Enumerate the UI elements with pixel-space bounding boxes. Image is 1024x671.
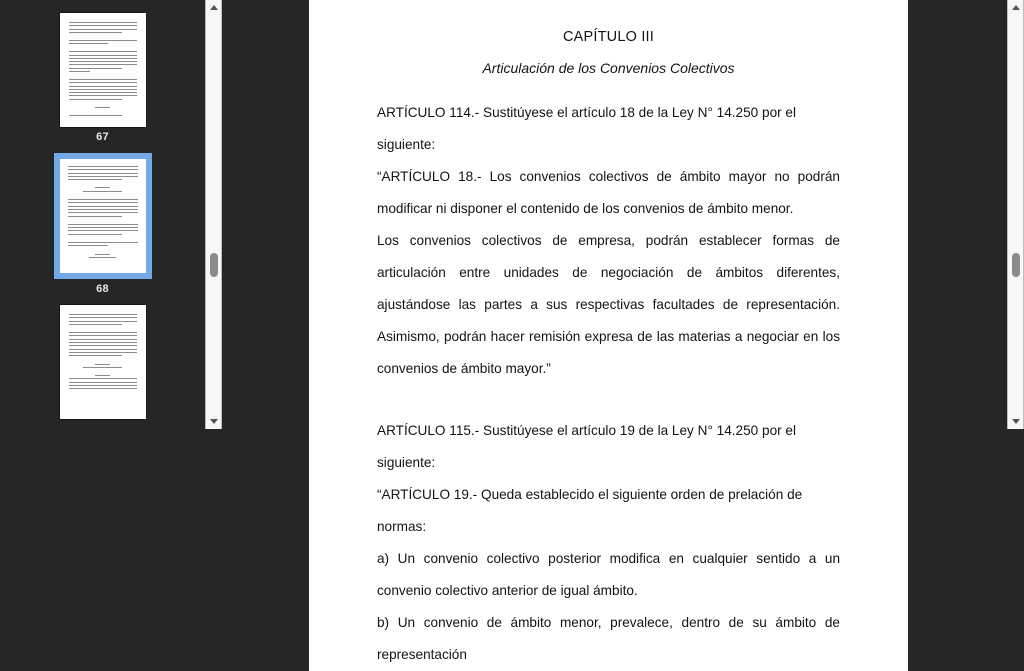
- thumbnail-page-number: 67: [96, 131, 109, 143]
- paragraph-item-b: b) Un convenio de ámbito menor, prevalece, dentro de su ámbito de representación: [377, 615, 840, 662]
- thumbnail-page-68[interactable]: [0, 153, 205, 296]
- scrollbar-thumb[interactable]: [1012, 253, 1020, 277]
- paragraph-spacer: [377, 385, 840, 415]
- document-canvas[interactable]: [222, 0, 1007, 662]
- document-scrollbar[interactable]: [1007, 0, 1024, 429]
- page-content: [309, 0, 908, 671]
- thumbnail-frame-selected[interactable]: [54, 153, 152, 279]
- thumbnail-scrollbar[interactable]: [205, 0, 222, 429]
- thumbnail-frame[interactable]: [60, 13, 146, 127]
- chapter-subtitle: Articulación de los Convenios Colectivos: [482, 60, 735, 76]
- chapter-title: CAPÍTULO III: [562, 29, 655, 45]
- paragraph-convenios-empresa: Los convenios colectivos de empresa, podrán establecer formas de articulación entre unidades de negociación de ámbitos diferentes, ajustándose las partes a sus respectivas facultades de representación. Asimismo, podrán hacer remisión expresa de las materias a negociar en los convenios de ámbito mayor.”: [377, 233, 840, 376]
- page-68: [309, 0, 908, 671]
- thumbnail-preview: [60, 159, 146, 273]
- scroll-down-arrow-icon[interactable]: [1008, 414, 1023, 429]
- thumbnail-sidebar[interactable]: [0, 0, 205, 429]
- scroll-down-arrow-icon[interactable]: [206, 414, 221, 429]
- paragraph-articulo-115: ARTÍCULO 115.- Sustitúyese el artículo 19 de la Ley N° 14.250 por el siguiente:: [377, 423, 797, 470]
- scroll-up-arrow-icon[interactable]: [1008, 0, 1023, 15]
- paragraph-articulo-18: “ARTÍCULO 18.- Los convenios colectivos de ámbito mayor no podrán modificar ni disponer el contenido de los convenios de ámbito menor.: [377, 169, 840, 216]
- paragraph-articulo-19: “ARTÍCULO 19.- Queda establecido el siguiente orden de prelación de normas:: [377, 487, 803, 534]
- scroll-up-arrow-icon[interactable]: [206, 0, 221, 15]
- thumbnail-page-next[interactable]: [0, 305, 205, 422]
- thumbnail-frame[interactable]: [60, 305, 146, 419]
- thumbnail-page-number: 68: [96, 283, 109, 295]
- paragraph-item-a: a) Un convenio colectivo posterior modifica en cualquier sentido a un convenio colectivo anterior de igual ámbito.: [377, 551, 840, 598]
- scrollbar-thumb[interactable]: [210, 253, 218, 277]
- thumbnail-preview: [60, 13, 146, 127]
- thumbnail-preview: [60, 305, 146, 419]
- paragraph-articulo-114: ARTÍCULO 114.- Sustitúyese el artículo 18 de la Ley N° 14.250 por el siguiente:: [377, 105, 797, 152]
- thumbnail-list: [0, 13, 205, 431]
- thumbnail-page-67[interactable]: [0, 13, 205, 144]
